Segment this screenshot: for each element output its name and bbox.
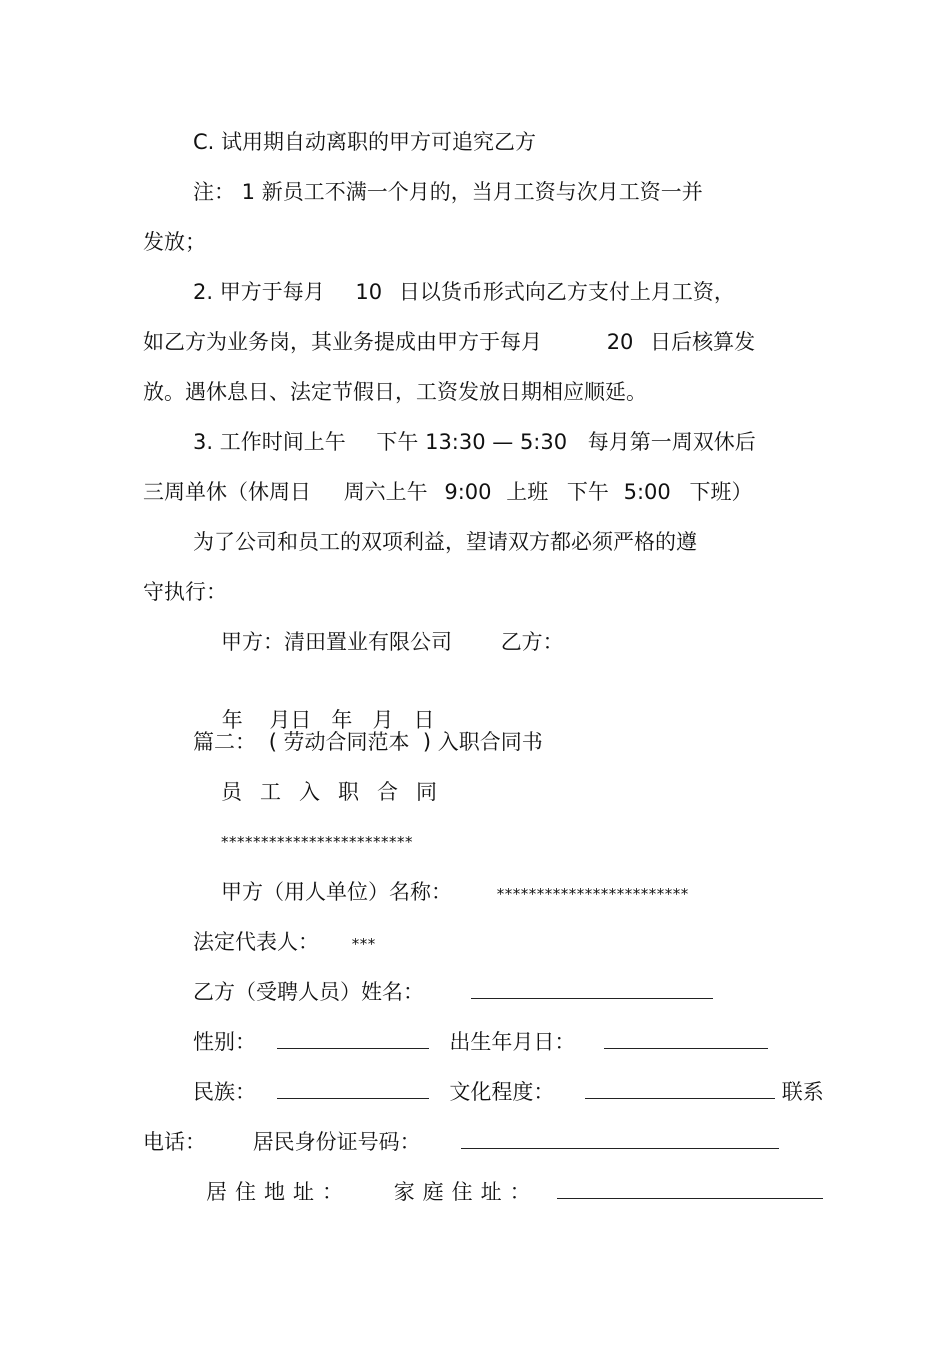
line-text: 下班） xyxy=(689,480,753,504)
line-text: 放。遇休息日、法定节假日，工资发放日期相应顺延。 xyxy=(143,380,647,404)
gender-birth-line xyxy=(193,1028,768,1056)
field-label: 居民身份证号码： xyxy=(252,1130,421,1154)
field-label: 法定代表人： xyxy=(193,930,319,954)
line-text: C. 试用期自动离职的甲方可追究乙方 xyxy=(193,130,537,154)
birthdate-blank xyxy=(604,1030,768,1049)
paragraph-line xyxy=(193,128,536,156)
line-text: 2. 甲方于每月 xyxy=(193,280,325,304)
line-text: ************************ xyxy=(221,833,413,851)
employee-name-line xyxy=(193,978,713,1006)
field-value: ************************ xyxy=(496,885,689,903)
paragraph-line xyxy=(193,528,697,556)
field-value: *** xyxy=(351,935,376,953)
line-text: ( 劳动合同范本 ) 入职合同书 xyxy=(268,730,543,754)
paragraph-line xyxy=(143,578,227,606)
address-line xyxy=(206,1178,823,1206)
employer-name-line xyxy=(221,878,689,908)
line-text: 篇二： xyxy=(193,730,256,754)
signature-line xyxy=(221,628,564,656)
field-label: 居住地址： xyxy=(206,1180,351,1204)
paragraph-line xyxy=(143,478,752,506)
field-label: 联系 xyxy=(781,1080,824,1104)
name-blank xyxy=(471,980,713,999)
field-label: 性别： xyxy=(193,1030,256,1054)
phone-id-line xyxy=(143,1128,779,1156)
ethnicity-blank xyxy=(277,1080,429,1099)
education-blank xyxy=(585,1080,775,1099)
legal-rep-line xyxy=(193,928,376,958)
field-label: 文化程度： xyxy=(449,1080,555,1104)
party-a-label: 甲方：清田置业有限公司 xyxy=(221,630,452,654)
field-label: 出生年月日： xyxy=(449,1030,576,1054)
line-text: 为了公司和员工的双项利益，望请双方都必须严格的遵 xyxy=(193,530,697,554)
line-text: 如乙方为业务岗，其业务提成由甲方于每月 xyxy=(143,330,542,354)
section-heading xyxy=(193,728,543,756)
paragraph-line xyxy=(143,228,206,256)
home-address-blank xyxy=(557,1180,823,1199)
line-text: 20 xyxy=(606,330,634,354)
line-text: 周六上午 xyxy=(343,480,428,504)
line-text: 日后核算发 xyxy=(650,330,756,354)
line-text: 员工入职合同 xyxy=(221,780,455,804)
masked-line xyxy=(221,828,413,856)
line-text: 三周单休（休周日 xyxy=(143,480,311,504)
line-text: 年 月日 年 月 日 xyxy=(221,708,435,732)
line-text: 10 xyxy=(355,280,383,304)
line-text: 每月第一周双休后 xyxy=(587,430,756,454)
line-text: 9:00 xyxy=(444,480,492,504)
line-text: 3. 工作时间上午 xyxy=(193,430,346,454)
paragraph-line xyxy=(143,378,647,406)
paragraph-line xyxy=(193,278,735,306)
field-label: 电话： xyxy=(143,1130,206,1154)
line-text: 下午 13:30 — 5:30 xyxy=(376,430,568,454)
field-label: 乙方（受聘人员）姓名： xyxy=(193,980,424,1004)
contract-title xyxy=(221,778,455,806)
line-text: 发放； xyxy=(143,230,206,254)
line-text: 日以货币形式向乙方支付上月工资， xyxy=(398,280,735,304)
id-number-blank xyxy=(461,1130,779,1149)
field-label: 甲方（用人单位）名称： xyxy=(221,880,452,904)
paragraph-line xyxy=(193,428,756,456)
line-text: 上班 xyxy=(506,480,549,504)
line-text: 5:00 xyxy=(623,480,671,504)
party-b-label: 乙方： xyxy=(500,630,564,654)
ethnicity-education-line xyxy=(193,1078,824,1106)
paragraph-line xyxy=(193,178,703,206)
line-text: 注： 1 新员工不满一个月的，当月工资与次月工资一并 xyxy=(193,180,703,204)
line-text: 下午 xyxy=(566,480,609,504)
line-text: 守执行： xyxy=(143,580,227,604)
gender-blank xyxy=(277,1030,429,1049)
paragraph-line xyxy=(143,328,755,356)
field-label: 民族： xyxy=(193,1080,256,1104)
field-label: 家庭住址： xyxy=(393,1180,539,1204)
